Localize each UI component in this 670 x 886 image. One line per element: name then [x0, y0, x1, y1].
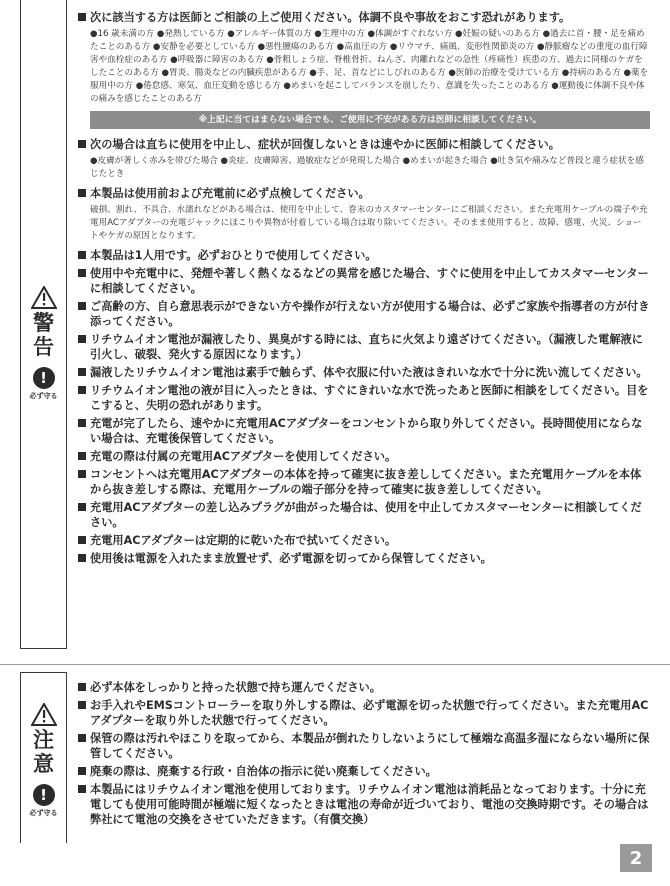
- caution-item-text: 本製品にはリチウムイオン電池を使用しております。リチウムイオン電池は消耗品となっております。十分に充電しても使用可能時間が極端に短くなったときは電池の寿命が近づいており、電池の交換時期です。その場合は弊社にて電池の交換をさせていただきます。（有償交換）: [90, 783, 649, 826]
- warning-item-heading: [78, 467, 650, 497]
- warning-item-text: 充電用ACアダプターの差し込みプラグが曲がった場合は、使用を中止してカスタマーセンターに相談してください。: [90, 501, 642, 529]
- warning-item-heading: [78, 186, 650, 201]
- section-divider: [0, 664, 670, 665]
- page-number: 2: [620, 844, 652, 872]
- warning-item-heading: [78, 10, 650, 25]
- warning-item-heading: [78, 248, 650, 263]
- caution-item: [78, 764, 650, 779]
- warning-item-text: リチウムイオン電池の液が目に入ったときは、すぐにきれいな水で洗ったあと医師に相談をしてください。目をこすると、失明の恐れがあります。: [90, 384, 649, 412]
- warning-item-text: 使用中や充電中に、発煙や著しく熱くなるなどの異常を感じた場合、すぐに使用を中止してカスタマーセンターに相談してください。: [90, 267, 649, 295]
- warning-item-heading: [78, 365, 650, 380]
- warning-item-heading: [78, 449, 650, 464]
- caution-item-text: 必ず本体をしっかりと持った状態で持ち運んでください。: [90, 681, 381, 694]
- caution-item-text: 保管の際は汚れやほこりを取ってから、本製品が倒れたりしないようにして極端な高温多湿にならない場所に保管してください。: [90, 732, 650, 760]
- warning-item: [78, 266, 650, 296]
- caution-item-heading: [78, 782, 650, 827]
- caution-item-heading: [78, 680, 650, 695]
- warning-item-heading: [78, 137, 650, 152]
- warning-triangle-icon: [31, 286, 57, 309]
- square-bullet-icon: [78, 368, 86, 376]
- warning-item: [78, 186, 650, 243]
- square-bullet-icon: [78, 734, 86, 742]
- square-bullet-icon: [78, 452, 86, 460]
- warning-item-heading: [78, 383, 650, 413]
- warning-item-detail: ●皮膚が著しく赤みを帯びた場合 ●炎症、皮膚障害、過敏症などが発現した場合 ●めまいが起きた場合 ●吐き気や痛みなど普段と違う症状を感じたとき: [90, 156, 644, 179]
- square-bullet-icon: [78, 189, 86, 197]
- warning-content: [78, 10, 650, 569]
- square-bullet-icon: [78, 683, 86, 691]
- square-bullet-icon: [78, 701, 86, 709]
- square-bullet-icon: [78, 503, 86, 511]
- square-bullet-icon: [78, 536, 86, 544]
- warning-item-heading: [78, 299, 650, 329]
- warning-item-detail: 破損、割れ、不具合、水濡れなどがある場合は、使用を中止して、巻末のカスタマーセンターにご相談ください。また充電用ケーブルの端子や充電用ACアダプターの充電ジャックにほこりや異物が付着している場合は取り除いてください。そのまま使用すると、故障、感電、火災、ショートやケガの原因となります。: [90, 205, 648, 241]
- square-bullet-icon: [78, 767, 86, 775]
- square-bullet-icon: [78, 335, 86, 343]
- caution-item: [78, 782, 650, 827]
- warning-item-text: 充電用ACアダプターは定期的に乾いた布で拭いてください。: [90, 534, 397, 547]
- warning-item-detail: ●16 歳未満の方 ●発熱している方 ●アレルギー体質の方 ●生理中の方 ●体調がすぐれない方 ●妊娠の疑いのある方 ●過去に首・腰・足を痛めたことのある方 ●安静を必要としている方 ●悪性腫瘍のある方 ●高血圧の方 ●リウマチ、痛風、変形性関節炎の方 ●静脈瘤などの重度の血行障害や血栓症のある方 ●呼吸器に障害のある方 ●骨粗しょう症、脊椎骨折、ねんざ、肉離れなどの急性（疼痛性）疾患の方、過去に同様のケガをしたことのある方 ●胃炎、腸炎などの内臓疾患がある方 ●手、足、首などにしびれのある方 ●医師の治療を受けている方 ●持病のある方 ●薬を服用中の方 ●倦怠感、寒気、血圧変動を感じる方 ●めまいを起こしてバランスを崩したり、意識を失ったことのある方 ●運動後に体調不良や体の痛みを感じたことのある方: [90, 29, 649, 104]
- warning-item-heading: [78, 416, 650, 446]
- warning-label: 警告: [33, 311, 54, 359]
- warning-item-text: コンセントへは充電用ACアダプターの本体を持って確実に抜き差ししてください。また充電用ケーブルを本体から抜き差しする際は、充電用ケーブルの端子部分を持って確実に抜き差ししてください。: [90, 468, 642, 496]
- square-bullet-icon: [78, 302, 86, 310]
- caution-triangle-icon: [31, 703, 57, 726]
- warning-item: [78, 10, 650, 106]
- square-bullet-icon: [78, 554, 86, 562]
- caution-item: [78, 698, 650, 728]
- caution-item-heading: [78, 698, 650, 728]
- warning-item-text: 次の場合は直ちに使用を中止し、症状が回復しないときは速やかに医師に相談してください。: [90, 138, 560, 151]
- warning-sidebar: [20, 0, 67, 649]
- square-bullet-icon: [78, 269, 86, 277]
- warning-item-text: 次に該当する方は医師とご相談の上ご使用ください。体調不良や事故をおこす恐れがあります。: [90, 11, 571, 24]
- caution-label: 注意: [33, 728, 54, 776]
- warning-item-text: リチウムイオン電池が漏液したり、異臭がする時には、直ちに火気より遠ざけてください。（漏液した電解液に引火し、破裂、発火する原因になります。）: [90, 333, 643, 361]
- warning-item: [78, 416, 650, 446]
- caution-item: [78, 680, 650, 695]
- warning-item-heading: [78, 266, 650, 296]
- square-bullet-icon: [78, 251, 86, 259]
- warning-item-text: 充電の際は付属の充電用ACアダプターを使用してください。: [90, 450, 397, 463]
- warning-item: [78, 248, 650, 263]
- square-bullet-icon: [78, 386, 86, 394]
- warning-item-text: ご高齢の方、自ら意思表示ができない方や操作が行えない方が使用する場合は、必ずご家族や指導者の方が付き添ってください。: [90, 300, 650, 328]
- warning-item: [78, 365, 650, 380]
- warning-item-heading: [78, 551, 650, 566]
- warning-item: [78, 500, 650, 530]
- square-bullet-icon: [78, 140, 86, 148]
- warning-item-text: 本製品は使用前および充電前に必ず点検してください。: [90, 187, 370, 200]
- warning-item: [78, 137, 650, 181]
- warning-item-text: 使用後は電源を入れたまま放置せず、必ず電源を切ってから保管してください。: [90, 552, 492, 565]
- square-bullet-icon: [78, 470, 86, 478]
- warning-item-text: 充電が完了したら、速やかに充電用ACアダプターをコンセントから取り外してください。長時間使用にならない場合は、充電後保管してください。: [90, 417, 643, 445]
- square-bullet-icon: [78, 13, 86, 21]
- caution-item: [78, 731, 650, 761]
- warning-item: [78, 551, 650, 566]
- exclamation-circle-icon: !: [33, 367, 55, 389]
- warning-item: [78, 449, 650, 464]
- caution-content: [78, 680, 650, 830]
- caution-item-heading: [78, 764, 650, 779]
- caution-section: [0, 672, 670, 862]
- caution-sidebar: [20, 672, 67, 843]
- warning-item-text: 漏液したリチウムイオン電池は素手で触らず、体や衣服に付いた液はきれいな水で十分に洗い流してください。: [90, 366, 648, 379]
- warning-item-heading: [78, 500, 650, 530]
- warning-item: [78, 533, 650, 548]
- caution-item-text: お手入れやEMSコントローラーを取り外しする際は、必ず電源を切った状態で行ってください。また充電用ACアダプターを取り外した状態で行ってください。: [90, 699, 649, 727]
- caution-item-heading: [78, 731, 650, 761]
- must-follow-label: 必ず守る: [29, 809, 58, 817]
- warning-item-text: 本製品は1人用です。必ずおひとりで使用してください。: [90, 249, 377, 262]
- warning-item: [78, 383, 650, 413]
- notice-band: ※上記に当てはまらない場合でも、ご使用に不安がある方は医師に相談してください。: [90, 111, 650, 129]
- warning-item: [78, 332, 650, 362]
- caution-item-text: 廃棄の際は、廃棄する行政・自治体の指示に従い廃棄してください。: [90, 765, 437, 778]
- warning-item-heading: [78, 533, 650, 548]
- warning-item: [78, 299, 650, 329]
- square-bullet-icon: [78, 785, 86, 793]
- warning-item-heading: [78, 332, 650, 362]
- exclamation-circle-icon: !: [33, 784, 55, 806]
- must-follow-label: 必ず守る: [29, 392, 58, 400]
- warning-item: [78, 467, 650, 497]
- square-bullet-icon: [78, 419, 86, 427]
